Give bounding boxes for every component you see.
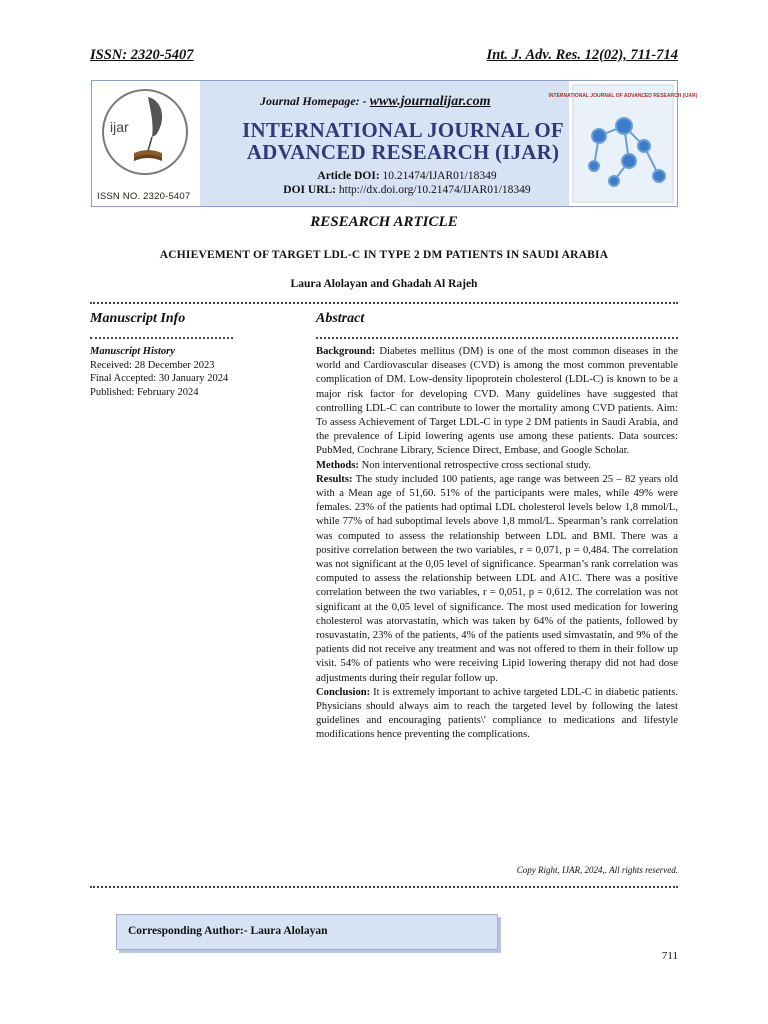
results-text: The study included 100 patients, age range was between 25 – 82 years old with a Mean age of 51,60. 51% of the participants were males, while 49% were females. 23% of the patients had optimal LDL cholesterol levels below 1,8 mmol/L, while 77% of had suboptimal levels above 1,8 mmol/L. Spearman’s rank correlation was computed to assess the relationship between LDL and BMI. There was a positive correlation between the two variables, r = 0,071, p = 0,484. The correlation was not significant at the 0,05 level of significance. Spearman’s rank correlation was computed to assess the relationship between LDL and A1C. There was a positive correlation between the two variables, r = 0,051, p = 0,612. The correlation was not significant at the 0,05 level of significance. The most used medication for lowering cholesterol was atorvastatin, which was taken by 64% of the patients, followed by rosuvastatin, 23% of the patients, 4% of the patients used simvastatin, and 9% of the patients did not receive any treatment and was not offered to them in their follow up visit. 54% of patients who were receiving Lipid lowering therapy did not had dose adjustments during their regular follow up. <box>316 473 678 684</box>
abstract-heading: Abstract <box>316 311 365 326</box>
methods-text: Non interventional retrospective cross sectional study. <box>361 459 591 471</box>
abstract-body <box>316 345 678 743</box>
cover-title-text: INTERNATIONAL JOURNAL OF ADVANCED RESEARCH (IJAR) <box>548 93 698 99</box>
corresponding-author-box <box>116 914 498 950</box>
abstract-background <box>316 345 678 459</box>
doi-label: Article DOI: <box>317 170 380 182</box>
homepage-label: Journal Homepage: - <box>260 94 367 108</box>
manuscript-history <box>90 345 228 399</box>
results-label: Results: <box>316 473 353 485</box>
received-date: Received: 28 December 2023 <box>90 359 215 371</box>
doi-url-label: DOI URL: <box>283 184 337 196</box>
methods-label: Methods: <box>316 459 359 471</box>
divider <box>316 337 678 339</box>
logo-issn: ISSN NO. 2320-5407 <box>97 191 191 202</box>
conclusion-label: Conclusion: <box>316 686 371 698</box>
journal-title-line2: ADVANCED RESEARCH (IJAR) <box>246 140 560 164</box>
background-label: Background: <box>316 346 376 357</box>
doi-value: 10.21474/IJAR01/18349 <box>382 170 497 182</box>
authors: Laura Alolayan and Ghadah Al Rajeh <box>290 278 478 290</box>
article-title: ACHIEVEMENT OF TARGET LDL-C IN TYPE 2 DM PATIENTS IN SAUDI ARABIA <box>159 249 609 261</box>
journal-title <box>218 119 588 163</box>
doi-block <box>242 169 572 197</box>
doi-url <box>242 183 572 197</box>
molecule-cover-icon <box>548 81 698 206</box>
running-header-issn: ISSN: 2320-5407 <box>90 47 194 63</box>
article-type: RESEARCH ARTICLE <box>310 214 458 230</box>
corresponding-author: Corresponding Author:- Laura Alolayan <box>128 925 328 937</box>
journal-cover-image <box>548 81 698 206</box>
conclusion-text: It is extremely important to achive targeted LDL-C in diabetic patients. Physicians should always aim to reach the targeted level by following the latest guidelines and encouraging patients\' compliance to medications and lifestyle modifications hence preventing the complications. <box>316 686 678 741</box>
abstract-conclusion <box>316 686 678 743</box>
doi-url-value[interactable]: http://dx.doi.org/10.21474/IJAR01/18349 <box>338 184 531 196</box>
manuscript-info-heading: Manuscript Info <box>90 311 186 326</box>
divider <box>90 337 233 339</box>
background-text: Diabetes mellitus (DM) is one of the most common diseases in the world and Cardiovascular diseases (CVD) is among the most common preventable complication of DM. Low-density lipoprotein cholesterol (LDL-C) is known to be a major risk factor for developing CVD. Many guidelines have suggested that controlling LDL-C can contribute to lower the mortality among CVD patients. Aim: To assess Achievement of Target LDL-C in type 2 DM patients in Saudi Arabia, and the prevalence of Lipid lowering agents use among these patients. Data sources: PubMed, Cochrane Library, Science Direct, Embase, and Google Scholar. <box>316 346 678 457</box>
divider <box>90 886 678 888</box>
article-doi <box>242 169 572 183</box>
history-label: Manuscript History <box>90 346 175 357</box>
journal-title-line1: INTERNATIONAL JOURNAL OF <box>242 118 564 142</box>
journal-banner <box>91 80 698 207</box>
divider <box>90 302 678 304</box>
homepage-link[interactable]: www.journalijar.com <box>369 94 491 109</box>
page-number: 711 <box>661 950 678 962</box>
running-header-journal-ref: Int. J. Adv. Res. 12(02), 711-714 <box>486 47 678 63</box>
logo-text: ijar <box>110 119 129 135</box>
abstract-methods <box>316 459 678 473</box>
journal-logo-panel <box>92 81 200 206</box>
accepted-date: Final Accepted: 30 January 2024 <box>90 373 229 384</box>
journal-homepage <box>260 94 491 110</box>
copyright-notice: Copy Right, IJAR, 2024,. All rights reserved. <box>516 865 678 875</box>
published-date: Published: February 2024 <box>90 386 199 398</box>
abstract-results <box>316 473 678 686</box>
